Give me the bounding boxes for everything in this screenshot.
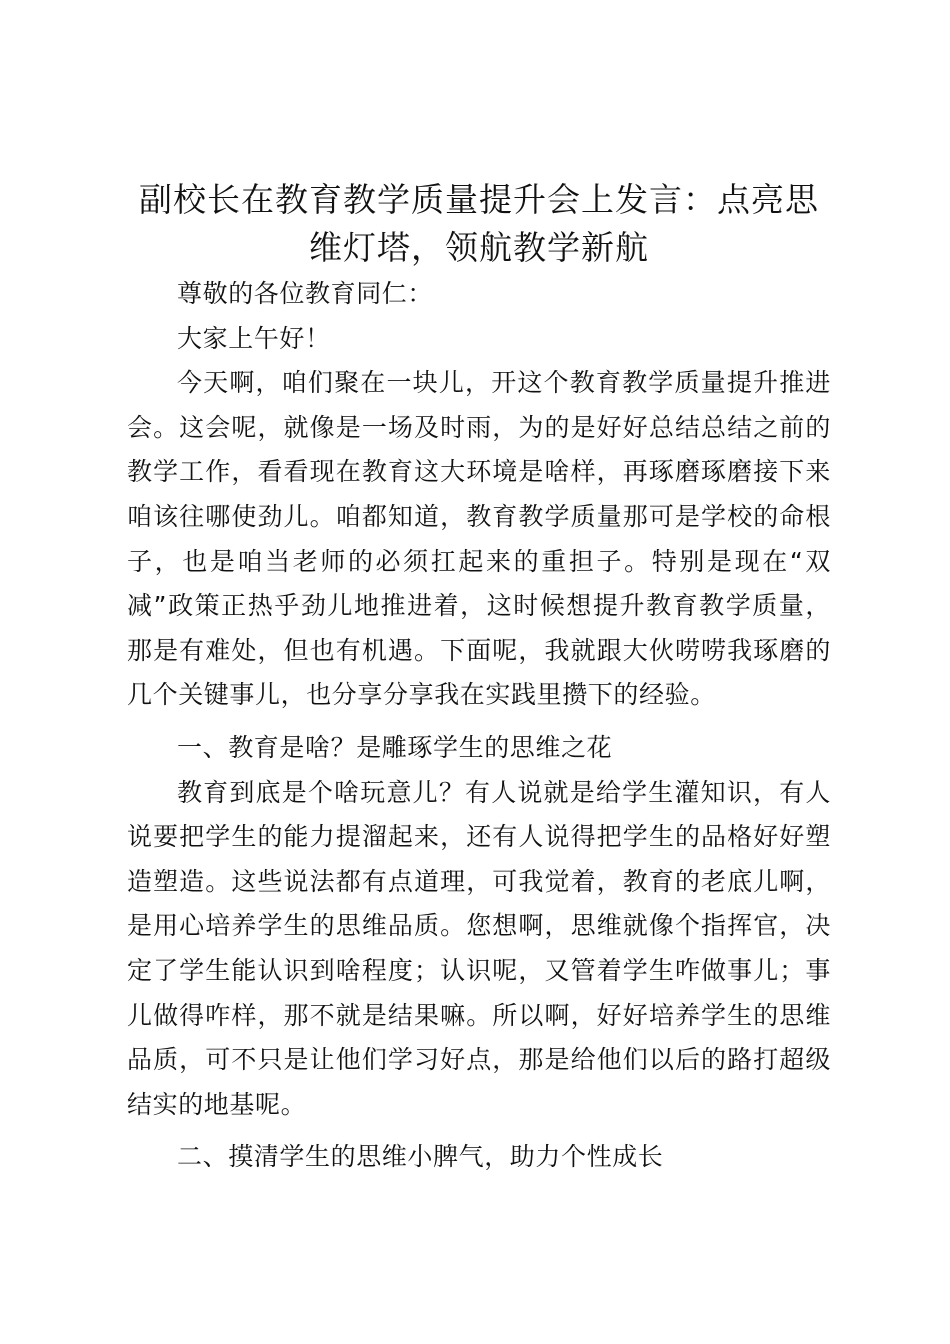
section-2-heading: 二、摸清学生的思维小脾气，助力个性成长 <box>177 1142 664 1172</box>
document-title: 副校长在教育教学质量提升会上发言：点亮思维灯塔，领航教学新航 <box>139 180 819 267</box>
intro-paragraph: 今天啊，咱们聚在一块儿，开这个教育教学质量提升推进会。这会呢，就像是一场及时雨，为的是好好总结总结之前的教学工作，看看现在教育这大环境是啥样，再琢磨琢磨接下来咱该往哪使劲儿。咱都知道，教育教学质量那可是学校的命根子，也是咱当老师的必须扛起来的重担子。特别是现在“双减”政策正热乎劲儿地推进着，这时候想提升教育教学质量，那是有难处，但也有机遇。下面呢，我就跟大伙唠唠我琢磨的几个关键事儿，也分享分享我在实践里攒下的经验。 <box>127 368 831 710</box>
document-body <box>127 176 831 1180</box>
greeting: 大家上午好！ <box>177 323 331 353</box>
salutation: 尊敬的各位教育同仁： <box>177 279 434 308</box>
section-1-heading: 一、教育是啥？是雕琢学生的思维之花 <box>177 732 613 762</box>
section-1-paragraph: 教育到底是个啥玩意儿？有人说就是给学生灌知识，有人说要把学生的能力提溜起来，还有人说得把学生的品格好好塑造塑造。这些说法都有点道理，可我觉着，教育的老底儿啊，是用心培养学生的思维品质。您想啊，思维就像个指挥官，决定了学生能认识到啥程度；认识呢，又管着学生咋做事儿；事儿做得咋样，那不就是结果嘛。所以啊，好好培养学生的思维品质，可不只是让他们学习好点，那是给他们以后的路打超级结实的地基呢。 <box>127 777 831 1119</box>
